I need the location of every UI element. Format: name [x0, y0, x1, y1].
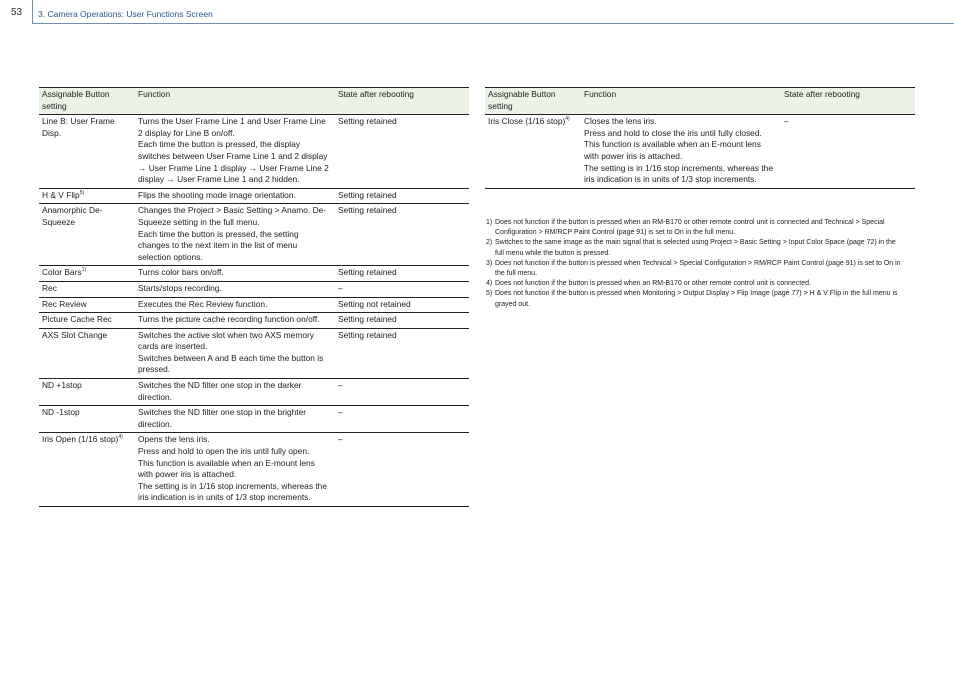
button-setting-name: ND -1stop — [42, 407, 80, 418]
function-text: Changes the Project > Basic Setting > Anamo. De-Squeeze setting in the full menu. — [138, 205, 327, 227]
footnote-mark: 5) — [486, 290, 493, 298]
function-text: Starts/stops recording. — [138, 282, 222, 293]
cell-state-after-rebooting: – — [335, 379, 469, 406]
button-setting-name: ND +1stop — [42, 380, 82, 391]
cell-function — [135, 406, 335, 433]
cell-state-after-rebooting: Setting retained — [335, 204, 469, 266]
footnote-mark: 4) — [486, 280, 493, 288]
button-setting-name: Anamorphic De-Squeeze — [42, 205, 103, 227]
cell-state-after-rebooting: – — [335, 281, 469, 297]
cell-button-setting — [39, 379, 135, 406]
cell-function — [135, 204, 335, 266]
cell-state-after-rebooting: Setting retained — [335, 328, 469, 378]
footnote-ref: 5) — [79, 189, 85, 196]
button-setting-name: Rec Review — [42, 298, 87, 309]
cell-state-after-rebooting: Setting not retained — [335, 297, 469, 313]
cell-button-setting — [39, 204, 135, 266]
function-text: Turns the picture cache recording function on/off. — [138, 314, 320, 325]
function-text: Each time the button is pressed, the display switches between User Frame Line 1 and 2 display → User Frame Line 1 display → User Frame Line 2 display → User Frame Line 1 and 2 hidden. — [138, 139, 329, 185]
column-header-button: Assignable Button setting — [39, 88, 135, 115]
table-row — [39, 281, 469, 297]
footnote — [486, 238, 906, 258]
cell-function — [581, 115, 781, 189]
table-row — [485, 115, 915, 189]
page-header — [0, 0, 954, 24]
table-row — [39, 313, 469, 329]
footnotes-list — [486, 218, 906, 310]
cell-state-after-rebooting: – — [781, 115, 915, 189]
footnote-ref: 1) — [81, 267, 87, 274]
footnote-ref: 4) — [565, 116, 570, 123]
function-text: Press and hold to open the iris until fully open. — [138, 446, 310, 457]
page-number: 53 — [11, 7, 23, 18]
footnote — [486, 218, 906, 238]
cell-button-setting — [39, 433, 135, 507]
function-text: This function is available when an E-mount lens with power iris is attached. — [584, 139, 761, 161]
footnote-text: Does not function if the button is pressed when an RM-B170 or other remote control unit is connected. — [495, 280, 811, 288]
function-text: This function is available when an E-mount lens with power iris is attached. — [138, 457, 315, 480]
function-text: Switches between A and B each time the button is pressed. — [138, 352, 324, 375]
cell-function — [135, 433, 335, 507]
cell-button-setting — [39, 281, 135, 297]
header-divider-horizontal — [32, 23, 954, 24]
cell-button-setting — [39, 266, 135, 282]
button-setting-name: H & V Flip — [42, 189, 80, 200]
cell-state-after-rebooting: – — [335, 406, 469, 433]
table-row — [39, 328, 469, 378]
function-text: Each time the button is pressed, the setting changes to the next item in the list of menu selection options. — [138, 228, 299, 262]
footnote-text: Does not function if the button is pressed when Technical > Special Configuration > RM/RCP Paint Control (page 91) is set to On in the full menu. — [495, 259, 901, 278]
table-row — [39, 204, 469, 266]
cell-function — [135, 266, 335, 282]
cell-state-after-rebooting: Setting retained — [335, 313, 469, 329]
cell-state-after-rebooting: – — [335, 433, 469, 507]
assignable-button-table-left — [39, 87, 469, 507]
footnote — [486, 289, 906, 309]
cell-function — [135, 188, 335, 204]
button-setting-name: Iris Open (1/16 stop) — [42, 434, 119, 445]
footnote-mark: 2) — [486, 239, 493, 247]
function-text: Opens the lens iris. — [138, 434, 210, 445]
function-text: The setting is in 1/16 stop increments, whereas the iris indication is in units of 1/3 stop increments. — [584, 162, 774, 185]
column-header-button: Assignable Button setting — [485, 88, 581, 115]
column-header-state: State after rebooting — [781, 88, 915, 115]
cell-button-setting — [39, 406, 135, 433]
footnote-mark: 1) — [486, 219, 493, 226]
cell-button-setting — [39, 328, 135, 378]
column-header-function: Function — [135, 88, 335, 115]
footnote-text: Does not function if the button is pressed when Monitoring > Output Display > Flip Image (page 77) > H & V Flip in the full menu is grayed out. — [495, 290, 898, 308]
table-header-row — [39, 88, 469, 115]
cell-function — [135, 313, 335, 329]
button-setting-name: Picture Cache Rec — [42, 314, 112, 325]
cell-function — [135, 328, 335, 378]
footnote-mark: 3) — [486, 259, 493, 267]
cell-state-after-rebooting: Setting retained — [335, 266, 469, 282]
header-divider-vertical — [32, 0, 33, 23]
table-row — [39, 297, 469, 313]
cell-button-setting — [39, 297, 135, 313]
function-text: The setting is in 1/16 stop increments, whereas the iris indication is in units of 1/3 stop increments. — [138, 480, 328, 503]
table-row — [39, 115, 469, 189]
function-text: Closes the lens iris. — [584, 116, 657, 127]
cell-button-setting — [39, 115, 135, 189]
function-text: Turns the User Frame Line 1 and User Frame Line 2 display for Line B on/off. — [138, 116, 326, 138]
cell-state-after-rebooting: Setting retained — [335, 188, 469, 204]
footnote-text: Switches to the same image as the main signal that is selected using Project > Basic Setting > Input Color Space (page 72) in the full menu while the button is pressed. — [495, 239, 896, 257]
footnote — [486, 259, 906, 279]
footnote-text: Does not function if the button is pressed when an RM-B170 or other remote control unit is connected and Technical > Special Configuration > RM/RCP Paint Control (page 91) is set to On in the full menu. — [495, 219, 885, 237]
column-header-state: State after rebooting — [335, 88, 469, 115]
column-header-function: Function — [581, 88, 781, 115]
cell-function — [135, 297, 335, 313]
cell-button-setting — [485, 115, 581, 189]
table-row — [39, 266, 469, 282]
function-text: Press and hold to close the iris until fully closed. — [584, 127, 762, 138]
table-row — [39, 406, 469, 433]
footnote-ref: 4) — [118, 434, 123, 441]
cell-button-setting — [39, 188, 135, 204]
cell-button-setting — [39, 313, 135, 329]
button-setting-name: AXS Slot Change — [42, 329, 108, 340]
function-text: Turns color bars on/off. — [138, 267, 224, 278]
table-row — [39, 188, 469, 204]
table-header-row — [485, 88, 915, 115]
button-setting-name: Iris Close (1/16 stop) — [488, 116, 566, 127]
cell-function — [135, 281, 335, 297]
footnote — [486, 279, 906, 289]
function-text: Executes the Rec Review function. — [138, 298, 268, 309]
function-text: Switches the ND filter one stop in the brighter direction. — [138, 407, 307, 429]
table-row — [39, 379, 469, 406]
function-text: Switches the ND filter one stop in the darker direction. — [138, 380, 302, 402]
assignable-button-table-right — [485, 87, 915, 189]
cell-function — [135, 115, 335, 189]
table-row — [39, 433, 469, 507]
section-title: 3. Camera Operations: User Functions Screen — [38, 9, 213, 19]
cell-state-after-rebooting: Setting retained — [335, 115, 469, 189]
button-setting-name: Rec — [42, 282, 57, 293]
function-text: Flips the shooting mode image orientation. — [138, 189, 296, 200]
cell-function — [135, 379, 335, 406]
function-text: Switches the active slot when two AXS memory cards are inserted. — [138, 329, 314, 352]
button-setting-name: Line B: User Frame Disp. — [42, 116, 115, 138]
button-setting-name: Color Bars — [42, 267, 82, 278]
